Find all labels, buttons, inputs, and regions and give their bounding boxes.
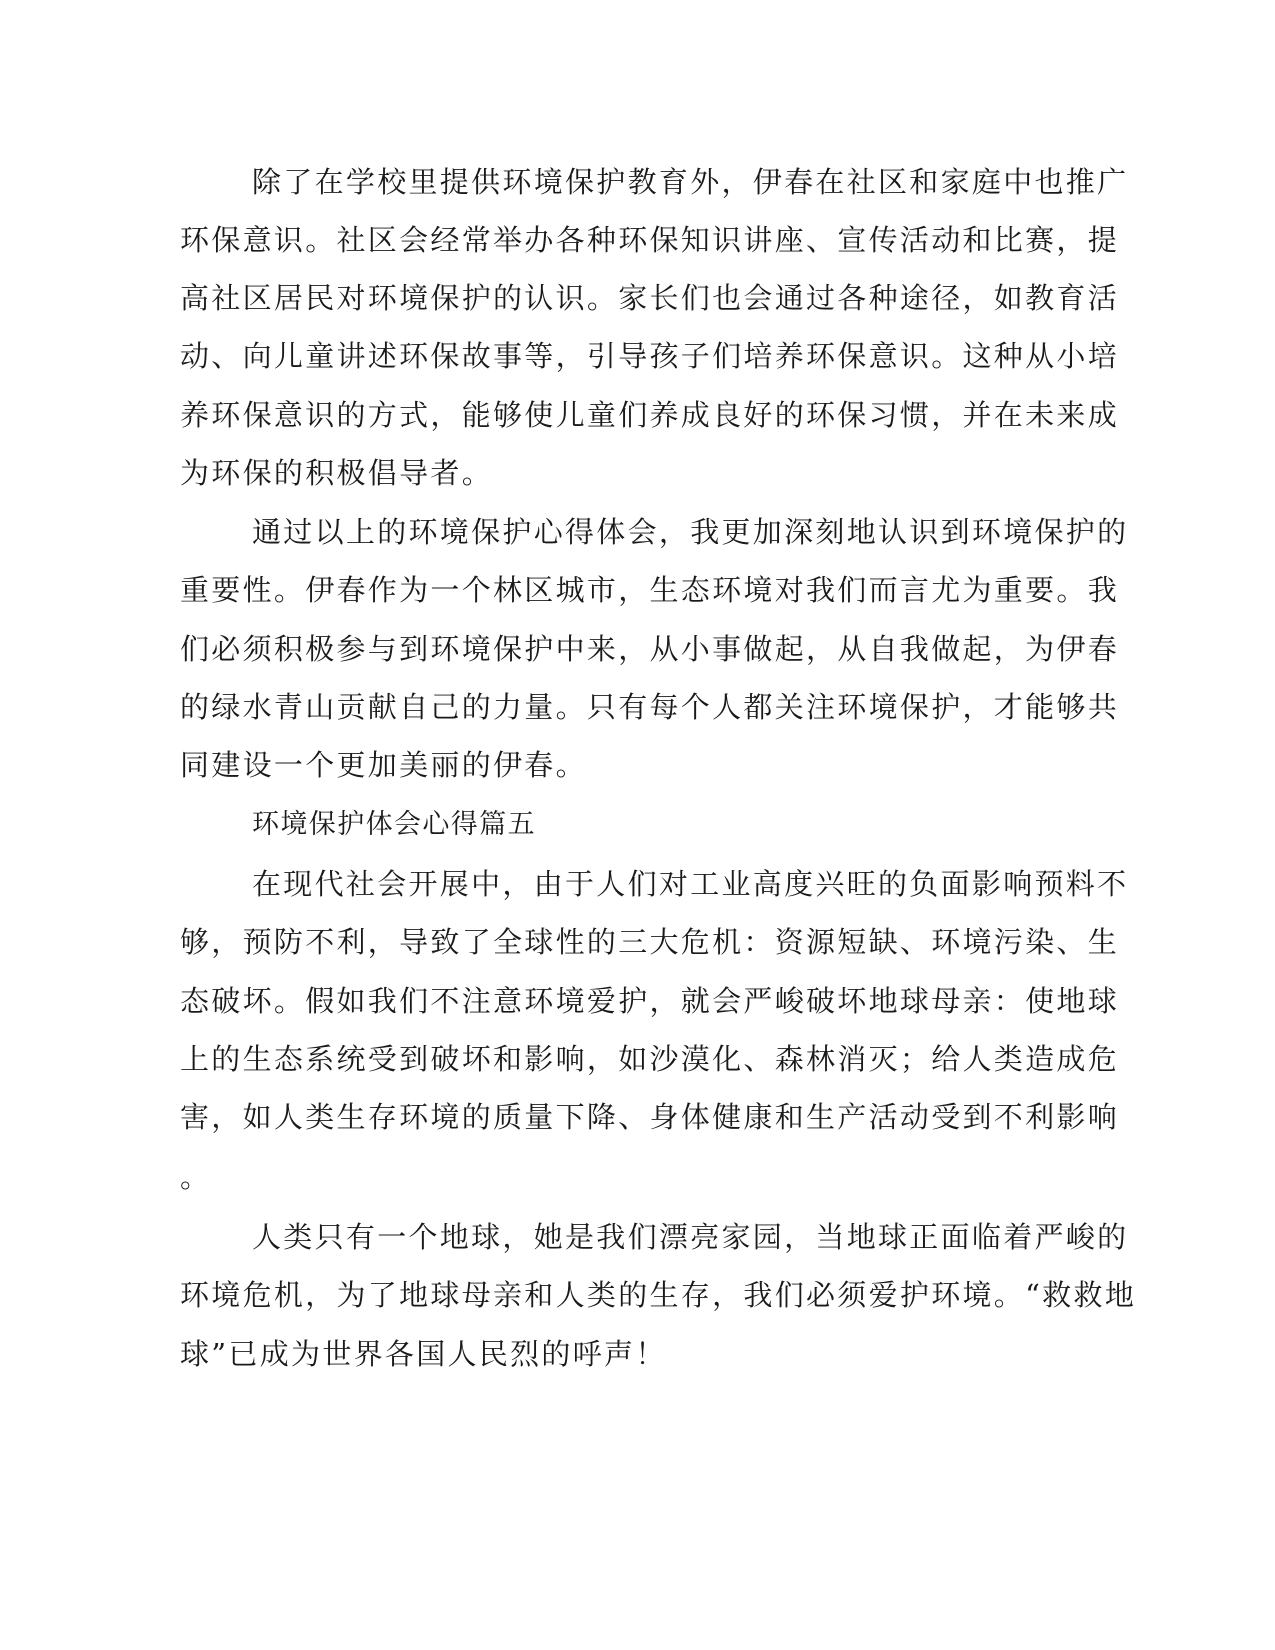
paragraph-2-line-4: 的绿水青山贡献自己的力量。只有每个人都关注环境保护，才能够共 xyxy=(180,690,1120,724)
paragraph-2-line-3: 们必须积极参与到环境保护中来，从小事做起，从自我做起，为伊春 xyxy=(180,632,1120,666)
paragraph-4-line-1: 人类只有一个地球，她是我们漂亮家园，当地球正面临着严峻的 xyxy=(252,1220,1129,1254)
paragraph-2-line-5: 同建设一个更加美丽的伊春。 xyxy=(180,748,587,782)
paragraph-1-line-5: 养环保意识的方式，能够使儿童们养成良好的环保习惯，并在未来成 xyxy=(180,398,1120,432)
paragraph-1-line-3: 高社区居民对环境保护的认识。家长们也会通过各种途径，如教育活 xyxy=(180,281,1120,315)
paragraph-3-line-2: 够，预防不利，导致了全球性的三大危机：资源短缺、环境污染、生 xyxy=(180,925,1120,959)
paragraph-1-line-6: 为环保的积极倡导者。 xyxy=(180,456,494,490)
paragraph-3-line-6: 。 xyxy=(180,1160,212,1194)
paragraph-4-line-2: 环境危机，为了地球母亲和人类的生存，我们必须爱护环境。“救救地 xyxy=(180,1278,1137,1312)
paragraph-4-line-3: 球”已成为世界各国人民烈的呼声！ xyxy=(180,1337,667,1371)
paragraph-3-line-5: 害，如人类生存环境的质量下降、身体健康和生产活动受到不利影响 xyxy=(180,1100,1120,1134)
paragraph-3-line-3: 态破坏。假如我们不注意环境爱护，就会严峻破坏地球母亲：使地球 xyxy=(180,984,1120,1018)
paragraph-3-line-4: 上的生态系统受到破坏和影响，如沙漠化、森林消灭；给人类造成危 xyxy=(180,1042,1120,1076)
paragraph-1-line-1: 除了在学校里提供环境保护教育外，伊春在社区和家庭中也推广 xyxy=(252,165,1129,199)
paragraph-1-line-4: 动、向儿童讲述环保故事等，引导孩子们培养环保意识。这种从小培 xyxy=(180,339,1120,373)
paragraph-1-line-2: 环保意识。社区会经常举办各种环保知识讲座、宣传活动和比赛，提 xyxy=(180,223,1120,257)
paragraph-3-line-1: 在现代社会开展中，由于人们对工业高度兴旺的负面影响预料不 xyxy=(252,867,1129,901)
section-heading: 环境保护体会心得篇五 xyxy=(252,809,536,840)
paragraph-2-line-1: 通过以上的环境保护心得体会，我更加深刻地认识到环境保护的 xyxy=(252,515,1129,549)
paragraph-2-line-2: 重要性。伊春作为一个林区城市，生态环境对我们而言尤为重要。我 xyxy=(180,573,1120,607)
